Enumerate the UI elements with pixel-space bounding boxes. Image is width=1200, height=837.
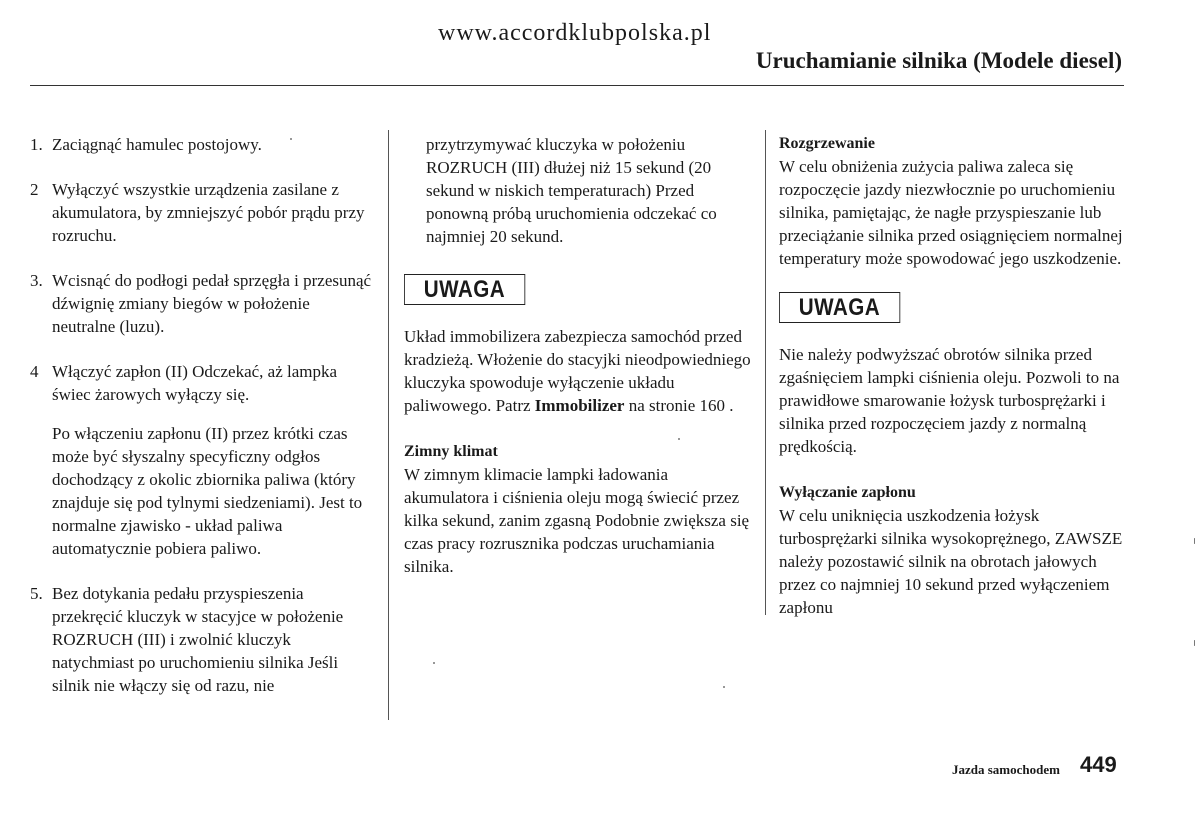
scan-speck	[678, 438, 680, 440]
step-text: Zaciągnąć hamulec postojowy.	[52, 135, 262, 154]
warning-text-part: Układ immobilizera zabezpiecza samochód przed kradzieżą. Włożenie do stacyjki nieodpowiedniego kluczyka spowoduje wyłączenie układu paliwowego. Patrz	[404, 327, 751, 415]
step-5	[30, 582, 375, 697]
scan-speck	[1194, 640, 1195, 646]
step-4-note: Po włączeniu zapłonu (II) przez krótki czas może być słyszalny specyficzny odgłos dochodzący z okolic zbiornika paliwa (który znajduje się pod tylnymi siedzeniami). Jest to normalne zjawisko - układ paliwa automatycznie pobiera paliwo.	[52, 424, 363, 558]
warning-label: UWAGA	[404, 274, 525, 305]
step-3	[30, 269, 375, 338]
step-5-continuation: przytrzymywać kluczyka w położeniu ROZRUCH (III) dłużej niż 15 sekund (20 sekund w niskich temperaturach) Przed ponowną próbą uruchomienia odczekać co najmniej 20 sekund.	[426, 135, 717, 246]
step-number: 1.	[30, 135, 43, 154]
warning-text-part: na stronie 160 .	[624, 396, 734, 415]
step-number: 2	[30, 180, 39, 199]
step-text: Włączyć zapłon (II) Odczekać, aż lampka świec żarowych wyłączy się.	[52, 362, 338, 404]
step-text: Wcisnąć do podłogi pedał sprzęgła i przesunąć dźwignię zmiany biegów w położenie neutralne (luzu).	[52, 271, 372, 336]
column-divider-right	[765, 130, 766, 615]
site-url: www.accordklubpolska.pl	[438, 20, 712, 46]
step-1	[30, 133, 375, 156]
column-3	[779, 133, 1124, 637]
cold-climate-heading: Zimny klimat	[404, 443, 498, 460]
step-number: 3.	[30, 271, 43, 290]
scan-speck	[1194, 538, 1195, 544]
step-4	[30, 360, 375, 406]
scan-speck	[290, 138, 292, 140]
immobilizer-reference: Immobilizer	[534, 396, 625, 415]
scan-speck	[433, 662, 435, 664]
scan-speck	[723, 686, 725, 688]
column-2	[404, 133, 754, 596]
warmup-heading: Rozgrzewanie	[779, 135, 875, 152]
step-text: Bez dotykania pedału przyspieszenia przekręcić kluczyk w stacyjce w położenie ROZRUCH (III) i zwolnić kluczyk natychmiast po uruchomieniu silnika Jeśli silnik nie włączy się od razu, nie	[52, 584, 344, 695]
footer-section-label: Jazda samochodem	[952, 762, 1060, 777]
header-rule	[30, 85, 1124, 86]
ignition-off-heading: Wyłączanie zapłonu	[779, 484, 916, 501]
column-1	[30, 133, 375, 719]
step-2	[30, 178, 375, 247]
section-title: Uruchamianie silnika (Modele diesel)	[755, 48, 1122, 73]
warning-label: UWAGA	[779, 292, 900, 323]
column-divider-left	[388, 130, 389, 720]
page-number: 449	[1080, 752, 1117, 777]
oil-pressure-warning-text: Nie należy podwyższać obrotów silnika przed zgaśnięciem lampki ciśnienia oleju. Pozwoli to na prawidłowe smarowanie łożysk turbosprężarki i silnika przed rozpoczęciem jazdy z normalną prędkością.	[779, 345, 1120, 456]
cold-climate-text: W zimnym klimacie lampki ładowania akumulatora i ciśnienia oleju mogą świecić przez kilka sekund, zanim zgasną Podobnie zwiększa się czas pracy rozrusznika podczas uruchamiania silnika.	[404, 465, 750, 576]
ignition-off-text: W celu uniknięcia uszkodzenia łożysk turbosprężarki silnika wysokoprężnego, ZAWSZE należy pozostawić silnik na obrotach jałowych przez co najmniej 10 sekund przed wyłączeniem zapłonu	[779, 506, 1123, 617]
step-number: 5.	[30, 584, 43, 603]
step-text: Wyłączyć wszystkie urządzenia zasilane z akumulatora, by zmniejszyć pobór prądu przy rozruchu.	[52, 180, 365, 245]
immobilizer-warning-text	[404, 325, 754, 417]
step-number: 4	[30, 362, 39, 381]
warmup-text: W celu obniżenia zużycia paliwa zaleca się rozpoczęcie jazdy niezwłocznie po uruchomieniu silnika, pamiętając, że nagłe przyspieszanie lub przeciążanie silnika przed osiągnięciem normalnej temperatury może spowodować jego uszkodzenie.	[779, 157, 1123, 268]
